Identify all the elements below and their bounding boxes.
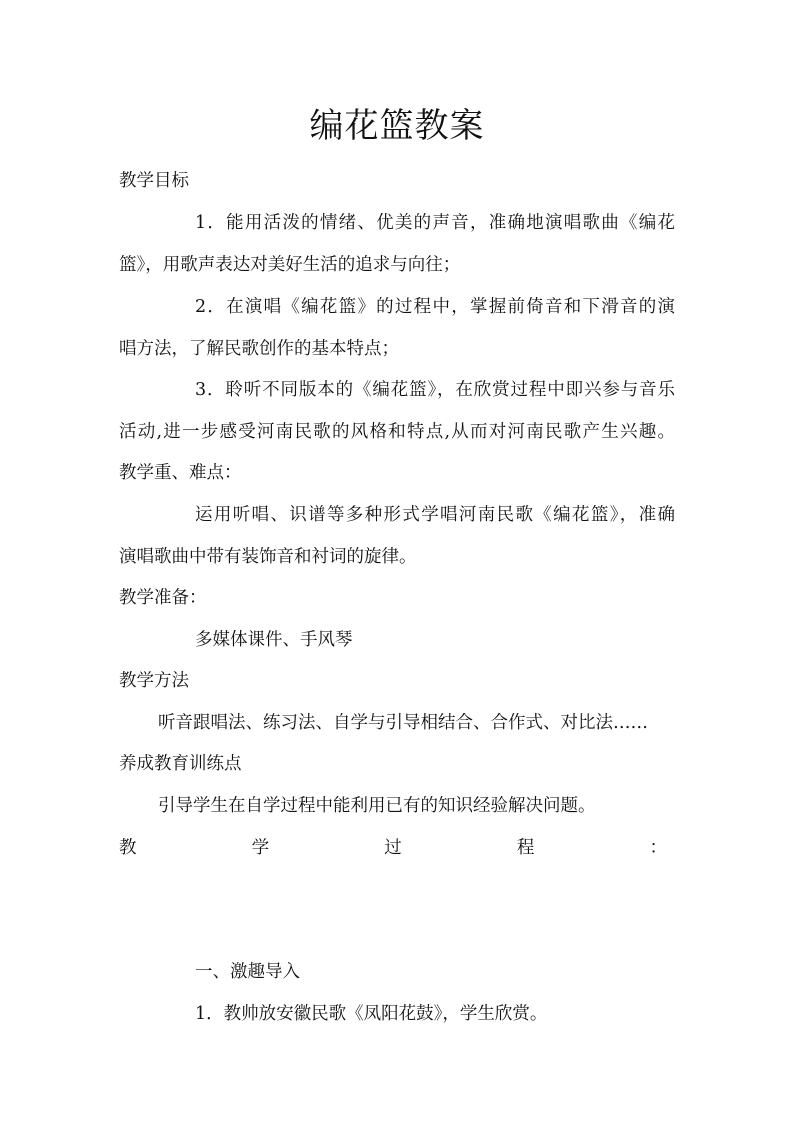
training-content: 引导学生在自学过程中能利用已有的知识经验解决问题。 <box>158 796 596 816</box>
process-part-1-item-1: 1．教帅放安徽民歌《凤阳花鼓》，学生欣赏。 <box>195 1004 548 1024</box>
objective-1-line-1: 1．能用活泼的情绪、优美的声音，准确地演唱歌曲《编花 <box>195 213 675 233</box>
key-points-heading: 教学重、难点： <box>119 463 242 483</box>
process-heading-char: 学 <box>251 838 270 858</box>
process-heading-char: 教 <box>119 838 137 858</box>
process-heading-char: 过 <box>384 838 402 858</box>
process-heading <box>119 835 667 861</box>
objective-2-line-2: 唱方法，了解民歌创作的基本特点； <box>119 339 399 359</box>
objective-3-line-1: 3．聆听不同版本的《编花篮》，在欣赏过程中即兴参与音乐 <box>195 380 675 400</box>
objectives-heading: 教学目标 <box>119 171 189 191</box>
process-part-1-heading: 一、激趣导入 <box>195 962 300 982</box>
objective-1-line-2: 篮》，用歌声表达对美好生活的追求与向往； <box>119 255 461 275</box>
methods-content: 听音跟唱法、练习法、自学与引导相结合、合作式、对比法…… <box>158 713 648 733</box>
process-heading-char: 程 <box>516 838 535 858</box>
training-heading: 养成教育训练点 <box>119 754 242 774</box>
preparation-heading: 教学准备： <box>119 588 207 608</box>
key-points-line-1: 运用听唱、识谱等多种形式学唱河南民歌《编花篮》，准确 <box>195 505 675 525</box>
objective-3-line-2: 活动,进一步感受河南民歌的风格和特点,从而对河南民歌产生兴趣。 <box>119 422 675 442</box>
preparation-content: 多媒体课件、手风琴 <box>195 630 353 650</box>
methods-heading: 教学方法 <box>119 671 189 691</box>
document-title: 编花篮教案 <box>309 106 485 146</box>
process-heading-char: ： <box>649 838 667 858</box>
objective-2-line-1: 2．在演唱《编花篮》的过程中，掌握前倚音和下滑音的演 <box>195 297 675 317</box>
key-points-line-2: 演唱歌曲中带有装饰音和衬词的旋律。 <box>119 547 417 567</box>
